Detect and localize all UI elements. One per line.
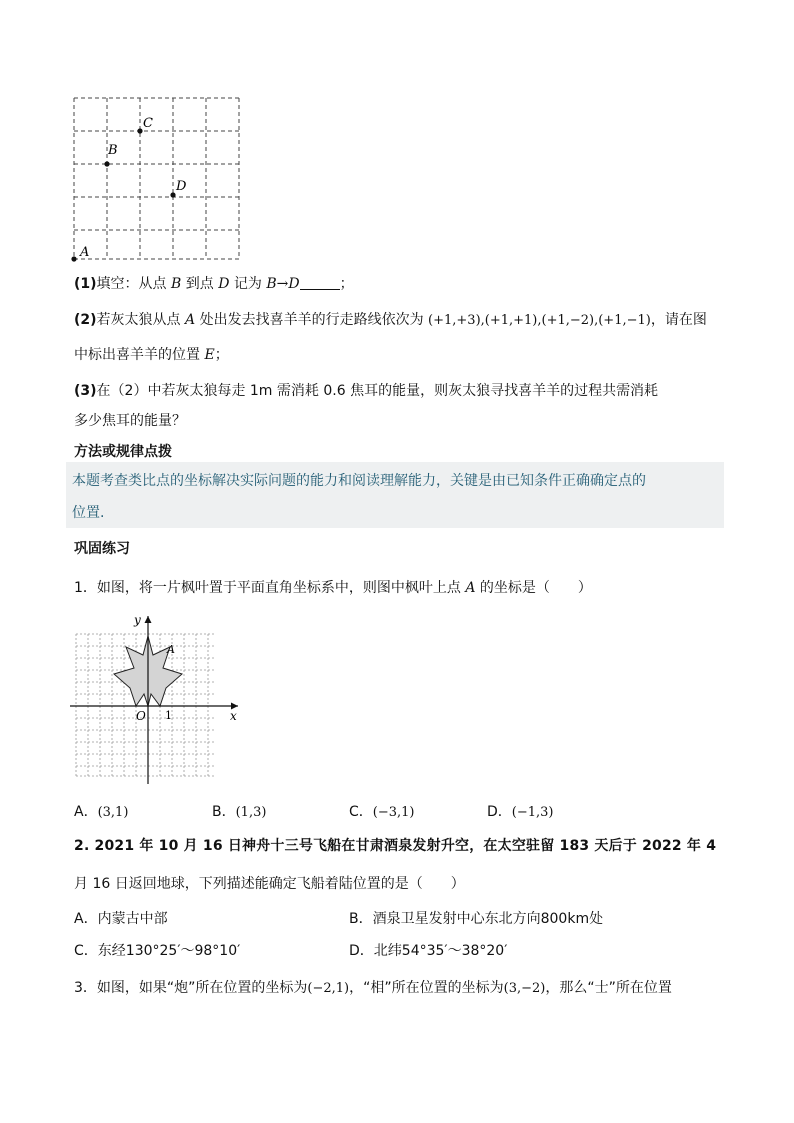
q1-number: (1) <box>74 276 97 292</box>
maple-leaf-figure <box>68 610 248 788</box>
ex2-option-b-letter: B． <box>349 911 373 927</box>
grid-figure <box>68 92 246 264</box>
label-b: B <box>108 143 118 158</box>
point-b <box>104 161 109 166</box>
ex2-option-d[interactable] <box>349 940 507 960</box>
ex3-coord-1: (−2,1) <box>307 981 350 996</box>
ex1-option-d[interactable] <box>487 801 554 821</box>
exercise-3-stem <box>74 977 672 997</box>
q3-line1: 在（2）中若灰太狼每走 1m 需消耗 0.6 焦耳的能量，则灰太狼寻找喜羊羊的过程共需消耗 <box>96 383 659 399</box>
q2-line1-mid: 处出发去找喜羊羊的行走路线依次为 <box>195 312 429 328</box>
ex1-stem-end: 的坐标是（ ） <box>475 580 592 596</box>
q2-line1-pre: 若灰太狼从点 <box>96 312 185 328</box>
ex2-option-d-text: 北纬54°35′～38°20′ <box>373 943 508 959</box>
q2-line1-end: ，请在图 <box>650 312 707 328</box>
ex2-option-a-letter: A． <box>74 911 98 927</box>
q3-number: (3) <box>74 383 97 399</box>
q2-point-e: E <box>204 347 215 363</box>
ex1-option-c-letter: C． <box>349 804 373 820</box>
ex1-option-b-letter: B． <box>212 804 236 820</box>
q1-point-d: D <box>218 276 230 292</box>
q3-line2: 多少焦耳的能量？ <box>74 413 186 429</box>
question-2-line1 <box>74 309 707 329</box>
q1-arrow: B→D <box>266 276 300 292</box>
q2-point-a: A <box>185 312 196 328</box>
q1-point-b: B <box>171 276 182 292</box>
question-2-line2 <box>74 344 229 364</box>
ex1-option-a[interactable] <box>74 801 128 821</box>
ex2-option-c-letter: C． <box>74 943 98 959</box>
y-axis-label: y <box>134 613 141 627</box>
method-heading: 方法或规律点拨 <box>74 444 172 460</box>
method-note-box <box>66 462 724 528</box>
unit-label: 1 <box>165 709 172 722</box>
point-a <box>71 256 76 261</box>
method-line-1: 本题考查类比点的坐标解决实际问题的能力和阅读理解能力，关键是由已知条件正确确定点的 <box>72 473 646 489</box>
y-axis-arrow <box>145 616 152 623</box>
ex2-option-d-letter: D． <box>349 943 374 959</box>
question-3-line1 <box>74 380 658 400</box>
ex1-option-b[interactable] <box>212 801 266 821</box>
q1-end: ； <box>339 276 354 292</box>
ex1-option-b-value: (1,3) <box>235 805 267 820</box>
origin-label: O <box>136 709 146 723</box>
ex1-option-a-letter: A． <box>74 804 98 820</box>
ex1-option-d-letter: D． <box>487 804 512 820</box>
ex3-mid: ，“相”所在位置的坐标为 <box>349 980 504 996</box>
question-3-line2 <box>74 410 186 430</box>
ex1-stem-pre: 1．如图，将一片枫叶置于平面直角坐标系中，则图中枫叶上点 <box>74 580 466 596</box>
method-line-2: 位置. <box>72 505 105 521</box>
ex3-coord-2: (3,−2) <box>503 981 546 996</box>
ex1-option-c[interactable] <box>349 801 415 821</box>
label-a: A <box>80 245 90 260</box>
ex1-point-a: A <box>465 580 476 596</box>
exercise-2-line2: 月 16 日返回地球，下列描述能确定飞船着陆位置的是（ ） <box>74 876 465 892</box>
leaf-point-a-label: A <box>167 643 175 656</box>
ex2-option-b[interactable] <box>349 908 603 928</box>
ex2-option-c[interactable] <box>74 940 240 960</box>
question-1 <box>74 273 354 293</box>
label-c: C <box>143 116 153 131</box>
ex1-option-a-value: (3,1) <box>97 805 129 820</box>
point-d <box>170 192 175 197</box>
ex1-option-c-value: (−3,1) <box>372 805 415 820</box>
exercise-2-line1: 2. 2021 年 10 月 16 日神舟十三号飞船在甘肃酒泉发射升空，在太空驻留 183 天后于 2022 年 4 <box>74 838 717 854</box>
q1-text: 填空：从点 <box>96 276 171 292</box>
ex1-option-d-value: (−1,3) <box>511 805 554 820</box>
x-axis-label: x <box>230 709 237 723</box>
q1-mid: 到点 <box>181 276 219 292</box>
ex2-option-a-text: 内蒙古中部 <box>97 911 168 927</box>
ex2-option-a[interactable] <box>74 908 168 928</box>
practice-heading: 巩固练习 <box>74 541 130 557</box>
point-c <box>137 128 142 133</box>
q2-route: (+1,+3),(+1,+1),(+1,−2),(+1,−1) <box>428 313 651 328</box>
ex2-option-c-text: 东经130°25′～98°10′ <box>97 943 241 959</box>
q2-line2: 中标出喜羊羊的位置 <box>74 347 205 363</box>
q1-blank[interactable] <box>300 275 340 290</box>
q2-line2-end: ； <box>214 347 229 363</box>
exercise-1-stem <box>74 577 592 597</box>
q1-mid2: 记为 <box>229 276 267 292</box>
ex2-option-b-text: 酒泉卫星发射中心东北方向800km处 <box>372 911 604 927</box>
q2-number: (2) <box>74 312 97 328</box>
label-d: D <box>176 179 187 194</box>
ex3-end: ，那么“士”所在位置 <box>545 980 672 996</box>
ex3-pre: 3．如图，如果“炮”所在位置的坐标为 <box>74 980 308 996</box>
